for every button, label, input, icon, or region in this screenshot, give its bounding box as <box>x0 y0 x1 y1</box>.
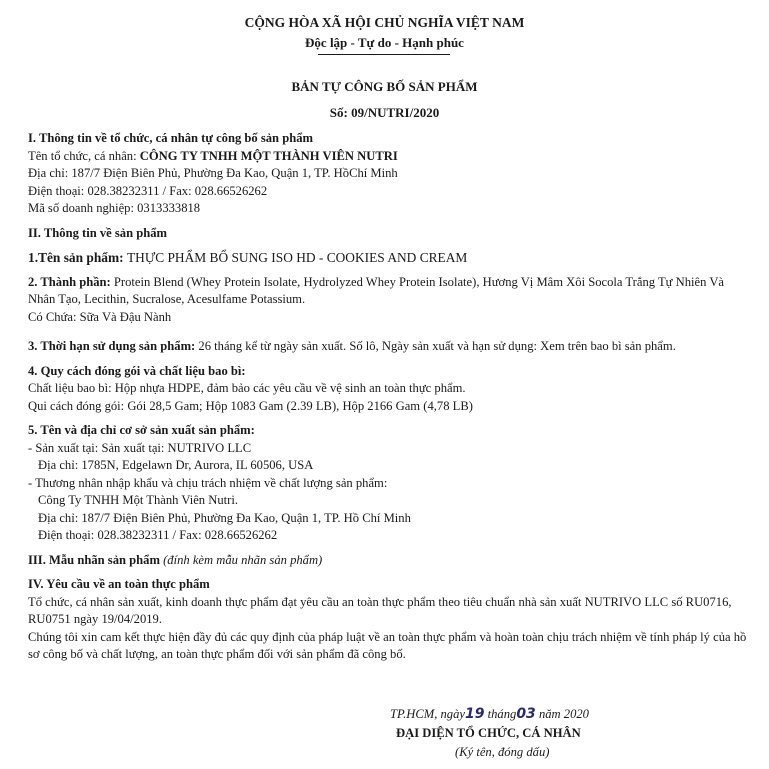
safety-paragraph-1: Tổ chức, cá nhân sản xuất, kinh doanh thực phẩm đạt yêu cầu an toàn thực phẩm theo tiêu chuẩn nhà sản xuất NUTRIVO LLC số RU0716, RU0751 ngày 19/04/2019. <box>28 594 732 626</box>
org-name-value: CÔNG TY TNHH MỘT THÀNH VIÊN NUTRI <box>139 148 398 163</box>
manufacturer-address: Địa chỉ: 1785N, Edgelawn Dr, Aurora, IL 60506, USA <box>38 458 314 472</box>
packaging-heading: 4. Quy cách đóng gói và chất liệu bao bì: <box>28 363 246 378</box>
document-title: BẢN TỰ CÔNG BỐ SẢN PHẨM <box>291 79 478 94</box>
manufacturer-heading: 5. Tên và địa chỉ cơ sở sản xuất sản phẩm: <box>28 423 255 437</box>
importer-heading: - Thương nhân nhập khẩu và chịu trách nhiệm về chất lượng sản phẩm: <box>28 475 388 490</box>
org-address: Địa chỉ: 187/7 Điện Biên Phủ, Phường Đa Kao, Quận 1, TP. HồChí Minh <box>28 166 398 180</box>
ingredients-value: Protein Blend (Whey Protein Isolate, Hydrolyzed Whey Protein Isolate), Hương Vị Mâm Xôi Socola Trắng Tự Nhiên Và Nhân Tạo, Lecithin, Sucralose, Acesulfame Potassium. <box>28 274 725 306</box>
signature-place: TP.HCM, ngày <box>390 707 465 721</box>
document-body <box>28 130 748 664</box>
signature-date <box>390 706 670 724</box>
importer-phone: Điện thoại: 028.38232311 / Fax: 028.66526262 <box>38 528 278 542</box>
section-4-heading: IV. Yêu cầu về an toàn thực phẩm <box>28 577 210 591</box>
product-name-value: THỰC PHẨM BỔ SUNG ISO HD - COOKIES AND CREAM <box>126 250 468 265</box>
shelf-life-paragraph <box>28 338 748 356</box>
org-name-label: Tên tổ chức, cá nhân: <box>28 148 140 163</box>
section-2-heading: II. Thông tin về sản phẩm <box>28 225 168 240</box>
importer-address: Địa chỉ: 187/7 Điện Biên Phủ, Phường Đa Kao, Quận 1, TP. Hồ Chí Minh <box>38 510 411 525</box>
allergen-contains: Có Chứa: Sữa Và Đậu Nành <box>28 309 172 324</box>
document-number: Số: 09/NUTRI/2020 <box>329 105 440 120</box>
signature-representative: ĐẠI DIỆN TỔ CHỨC, CÁ NHÂN <box>396 726 581 740</box>
section-1-heading: I. Thông tin về tổ chức, cá nhân tự công bố sản phẩm <box>28 131 314 145</box>
section-3-heading: III. Mẫu nhãn sản phẩm <box>28 552 164 567</box>
ingredients-label: 2. Thành phần: <box>28 274 114 289</box>
section-3-note: (đính kèm mẫu nhãn sản phẩm) <box>163 552 323 567</box>
org-name-line <box>28 148 748 166</box>
section-3-line <box>28 552 748 570</box>
motto-underline <box>318 54 450 55</box>
product-name-line <box>28 249 748 267</box>
manufacturer-name: - Sản xuất tại: Sản xuất tại: NUTRIVO LLC <box>28 440 252 455</box>
packaging-material: Chất liệu bao bì: Hộp nhựa HDPE, đảm bảo các yêu cầu về vệ sinh an toàn thực phẩm. <box>28 381 466 395</box>
signature-note: (Ký tên, đóng dấu) <box>455 745 550 759</box>
org-phone: Điện thoại: 028.38232311 / Fax: 028.66526262 <box>28 183 268 198</box>
country-header: CỘNG HÒA XÃ HỘI CHỦ NGHĨA VIỆT NAM <box>244 15 525 30</box>
product-name-label: 1.Tên sản phẩm: <box>28 250 127 265</box>
shelf-life-value: 26 tháng kể từ ngày sản xuất. Số lô, Ngày sản xuất và hạn sử dụng: Xem trên bao bì sản phẩm. <box>198 339 676 353</box>
packaging-spec: Qui cách đóng gói: Gói 28,5 Gam; Hộp 1083 Gam (2.39 LB), Hộp 2166 Gam (4,78 LB) <box>28 398 473 413</box>
org-tax-code: Mã số doanh nghiệp: 0313333818 <box>28 201 201 215</box>
ingredients-paragraph <box>28 274 748 309</box>
signature-day: 19 <box>464 706 485 722</box>
signature-month: 03 <box>516 706 536 722</box>
importer-name: Công Ty TNHH Một Thành Viên Nutri. <box>38 493 238 507</box>
shelf-life-label: 3. Thời hạn sử dụng sản phẩm: <box>28 339 199 353</box>
motto: Độc lập - Tự do - Hạnh phúc <box>305 35 464 50</box>
safety-paragraph-2: Chúng tôi xin cam kết thực hiện đầy đủ các quy định của pháp luật về an toàn thực phẩm và hoàn toàn chịu trách nhiệm về tính pháp lý của hồ sơ công bố và chất lượng, an toàn thực phẩm đối với sản phẩm đã công bố. <box>28 629 747 661</box>
signature-year: năm 2020 <box>538 707 589 721</box>
signature-month-label: tháng <box>487 707 517 721</box>
